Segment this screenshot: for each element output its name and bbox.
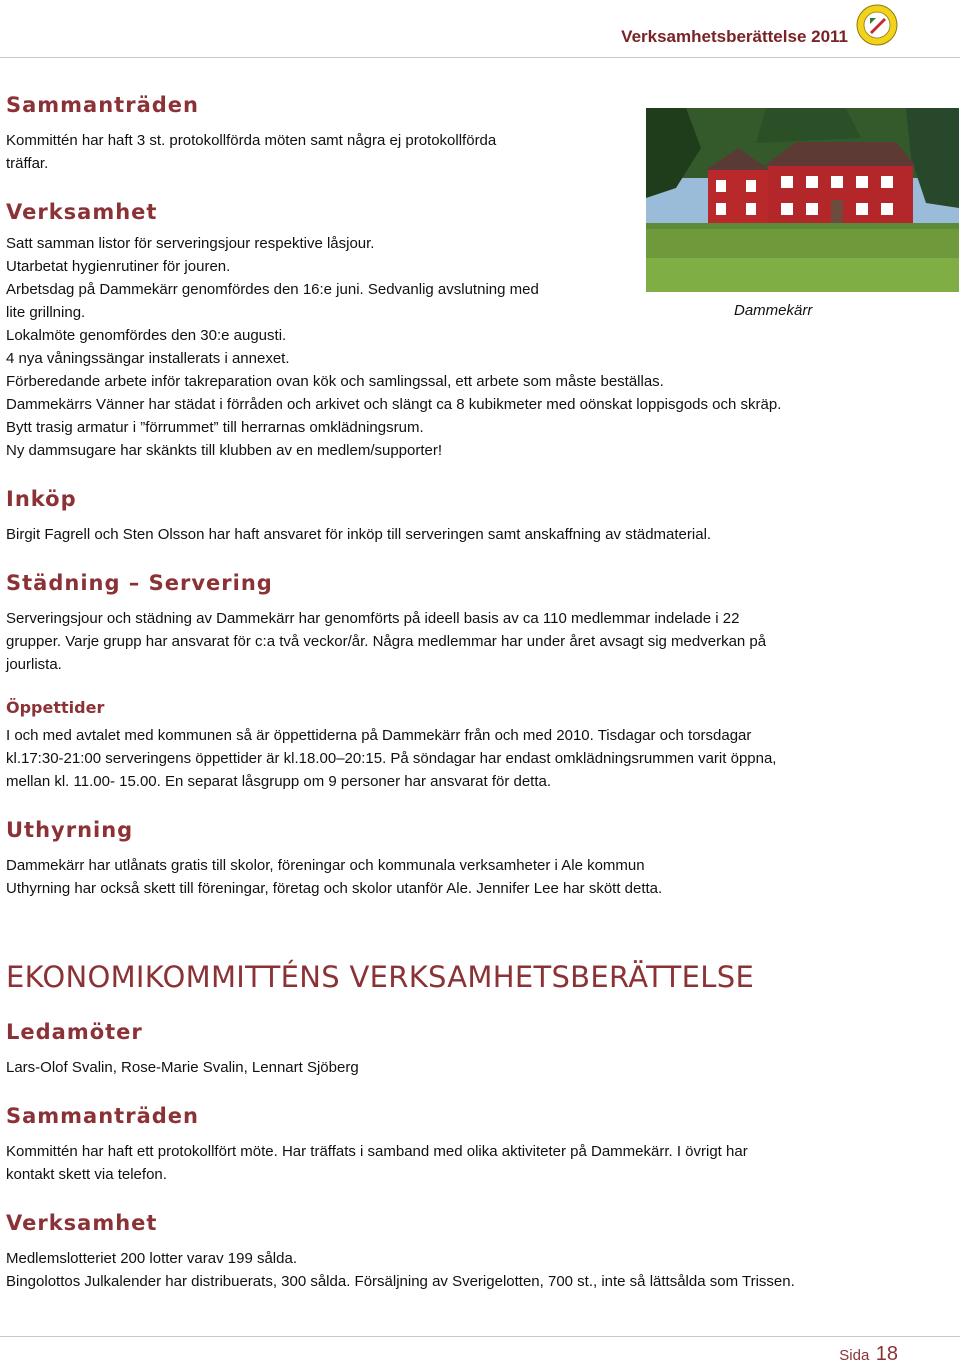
text-line: jourlista. (6, 656, 62, 673)
section-heading-verksamhet: Verksamhet (6, 200, 158, 224)
verksamhet-2-text (6, 1247, 920, 1293)
uthyrning-text (6, 854, 920, 900)
section-heading-sammantraden: Sammanträden (6, 93, 199, 117)
text-line: Arbetsdag på Dammekärr genomfördes den 16:e juni. Sedvanlig avslutning med (6, 281, 539, 298)
page-footer (839, 1343, 898, 1366)
club-logo (856, 4, 898, 46)
section-heading-stadning-servering: Städning – Servering (6, 571, 273, 595)
section-heading-sammantraden-2: Sammanträden (6, 1104, 199, 1128)
document-title: Verksamhetsberättelse 2011 (621, 27, 848, 46)
ledamoter-text (6, 1056, 920, 1079)
text-line: grupper. Varje grupp har ansvarat för c:a två veckor/år. Några medlemmar har under året avsagt sig medverkan på (6, 633, 767, 650)
text-line: Förberedande arbete inför takreparation ovan kök och samlingssal, ett arbete som måste beställas. (6, 373, 664, 390)
stadning-text (6, 607, 920, 676)
committee-report-title: EKONOMIKOMMITTÉNS VERKSAMHETSBERÄTTELSE (6, 960, 755, 994)
oppettider-text (6, 724, 920, 793)
text-line: Medlemslotteriet 200 lotter varav 199 sålda. (6, 1250, 297, 1267)
inkop-text (6, 523, 920, 546)
section-heading-inkop: Inköp (6, 487, 77, 511)
text-line: Utarbetat hygienrutiner för jouren. (6, 258, 231, 275)
section-heading-ledamoter: Ledamöter (6, 1020, 143, 1044)
text-line: Lars-Olof Svalin, Rose-Marie Svalin, Lennart Sjöberg (6, 1059, 359, 1076)
page-header (0, 0, 960, 60)
text-line: I och med avtalet med kommunen så är öppettiderna på Dammekärr från och med 2010. Tisdagar och torsdagar (6, 727, 752, 744)
text-line: mellan kl. 11.00- 15.00. En separat låsgrupp om 9 personer har ansvarat för detta. (6, 773, 552, 790)
sammantraden-2-text (6, 1140, 920, 1186)
text-line: lite grillning. (6, 304, 86, 321)
text-line: Dammekärr har utlånats gratis till skolor, föreningar och kommunala verksamheter i Ale kommun (6, 857, 645, 874)
text-line: Kommittén har haft 3 st. protokollförda möten samt några ej protokollförda (6, 132, 497, 149)
photo-caption: Dammekärr (734, 302, 813, 319)
text-line: Uthyrning har också skett till föreningar, företag och skolor utanför Ale. Jennifer Lee har skött detta. (6, 880, 663, 897)
text-line: Bytt trasig armatur i ”förrummet” till herrarnas omklädningsrum. (6, 419, 424, 436)
text-line: Lokalmöte genomfördes den 30:e augusti. (6, 327, 287, 344)
text-line: Satt samman listor för serveringsjour respektive låsjour. (6, 235, 375, 252)
section-heading-verksamhet-2: Verksamhet (6, 1211, 158, 1235)
section-heading-oppettider: Öppettider (6, 698, 105, 717)
text-line: Kommittén har haft ett protokollfört möte. Har träffats i samband med olika aktiviteter på Dammekärr. I övrigt har (6, 1143, 748, 1160)
text-line: Serveringsjour och städning av Dammekärr har genomförts på ideell basis av ca 110 medlemmar indelade i 22 (6, 610, 740, 627)
footer-divider (0, 1336, 960, 1337)
text-line: 4 nya våningssängar installerats i annexet. (6, 350, 290, 367)
section-heading-uthyrning: Uthyrning (6, 818, 134, 842)
text-line: kl.17:30-21:00 serveringens öppettider är kl.18.00–20:15. På söndagar har endast omklädningsrummen varit öppna, (6, 750, 777, 767)
page-number: 18 (875, 1343, 898, 1365)
text-line: Ny dammsugare har skänkts till klubben av en medlem/supporter! (6, 442, 443, 459)
header-divider (0, 57, 960, 58)
text-line: träffar. (6, 155, 49, 172)
text-line: kontakt skett via telefon. (6, 1166, 167, 1183)
text-line: Dammekärrs Vänner har städat i förråden och arkivet och slängt ca 8 kubikmeter med oönskat loppisgods och skräp. (6, 396, 782, 413)
text-line: Bingolottos Julkalender har distribuerats, 300 sålda. Försäljning av Sverigelotten, 700 st., inte så lättsålda som Trissen. (6, 1273, 795, 1290)
verksamhet-text (6, 232, 920, 462)
page-label: Sida (839, 1347, 870, 1364)
text-line: Birgit Fagrell och Sten Olsson har haft ansvaret för inköp till serveringen samt anskaffning av städmaterial. (6, 526, 712, 543)
